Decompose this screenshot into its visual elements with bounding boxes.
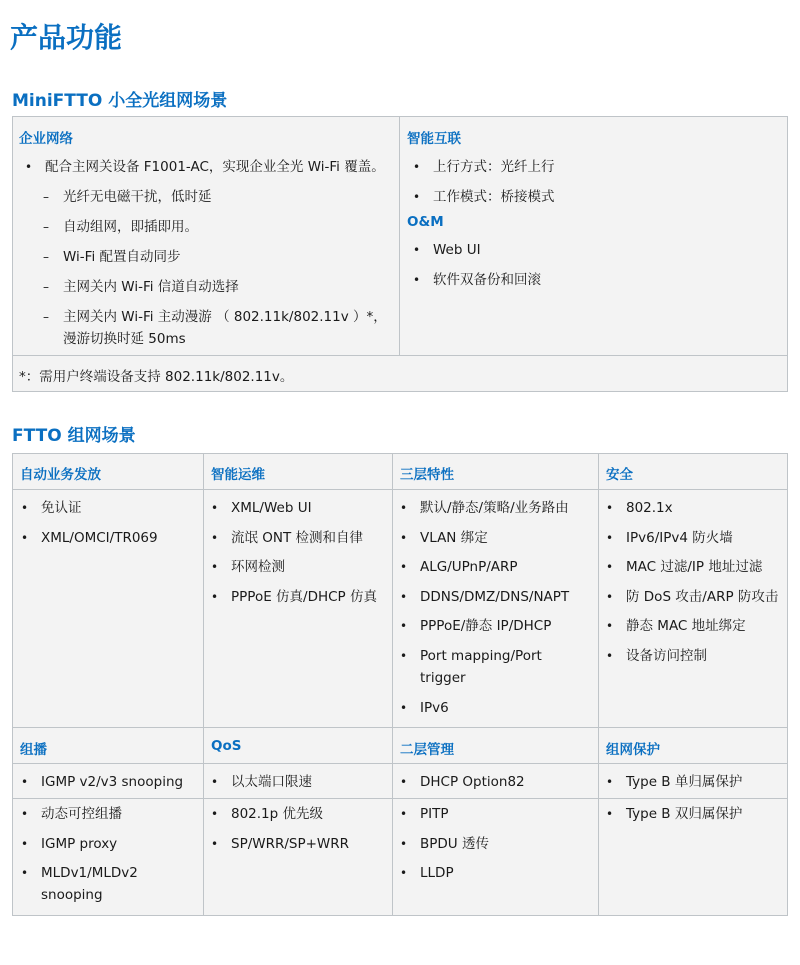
auto-provisioning-list: [15, 497, 201, 549]
bullet-icon: •: [211, 836, 219, 851]
dash-icon: –: [43, 310, 49, 324]
qos-list: [205, 803, 391, 855]
list-item: • LLDP: [394, 862, 598, 884]
bullet-icon: •: [606, 501, 614, 515]
layer2-list: [394, 803, 598, 884]
header-network-protection: 组网保护: [606, 742, 660, 758]
list-item: – 主网关内 Wi-Fi 信道自动选择: [19, 276, 395, 298]
om-header: O&M: [407, 214, 444, 230]
list-item: • PITP: [394, 803, 598, 825]
list-item: – 主网关内 Wi-Fi 主动漫游 （ 802.11k/802.11v ）*， 漫游切换时延 50ms: [19, 306, 395, 350]
bullet-icon: •: [400, 836, 408, 851]
list-item: • 配合主网关设备 F1001-AC，实现企业全光 Wi-Fi 覆盖。: [19, 156, 395, 178]
list-item: • 免认证: [15, 497, 201, 519]
security-list: [600, 497, 788, 667]
row-divider: [13, 798, 787, 799]
list-item: [394, 645, 598, 689]
bullet-icon: •: [25, 160, 33, 174]
bullet-icon: •: [606, 589, 614, 604]
bullet-icon: •: [21, 807, 29, 821]
list-item: • PPPoE 仿真/DHCP 仿真: [205, 586, 391, 608]
row-divider: [13, 727, 787, 728]
layer3-list: [394, 497, 598, 719]
list-item: • 软件双备份和回滚: [407, 269, 783, 291]
list-item: – 自动组网，即插即用。: [19, 216, 395, 238]
split-line-1: MLDv1/MLDv2: [41, 865, 138, 882]
dash-icon: –: [43, 250, 49, 264]
list-item: • 默认/静态/策略/业务路由: [394, 497, 598, 519]
bullet-icon: •: [211, 775, 219, 789]
bullet-icon: •: [413, 243, 421, 257]
bullet-icon: •: [606, 807, 614, 821]
bullet-icon: •: [413, 190, 421, 204]
column-divider: [392, 454, 393, 915]
list-item: • IGMP proxy: [15, 833, 201, 855]
bullet-icon: •: [211, 807, 219, 821]
bullet-icon: •: [400, 807, 408, 821]
multicast-list: [15, 803, 201, 906]
bullet-icon: •: [400, 866, 408, 881]
bullet-icon: •: [606, 775, 614, 789]
column-divider: [203, 454, 204, 915]
list-item: • 防 DoS 攻击/ARP 防攻击: [600, 586, 788, 608]
list-item: • 工作模式：桥接模式: [407, 186, 783, 208]
dash-icon: –: [43, 280, 49, 294]
miniftto-table: [12, 116, 788, 392]
bullet-icon: •: [413, 160, 421, 174]
list-item: • Web UI: [407, 239, 783, 261]
list-item: • 上行方式：光纤上行: [407, 156, 783, 178]
header-smart-om: 智能运维: [211, 467, 265, 483]
row-divider: [13, 763, 787, 764]
list-item: • SP/WRR/SP+WRR: [205, 833, 391, 855]
bullet-icon: •: [21, 530, 29, 545]
bullet-icon: •: [21, 501, 29, 515]
row-divider: [13, 355, 787, 356]
list-item: • 802.1x: [600, 497, 788, 519]
bullet-icon: •: [400, 501, 408, 515]
smart-interconnect-cell: [407, 127, 783, 291]
bullet-icon: •: [400, 648, 408, 663]
bullet-icon: •: [400, 589, 408, 604]
header-layer2: 二层管理: [400, 742, 454, 758]
list-item: • XML/OMCI/TR069: [15, 527, 201, 549]
list-item: • PPPoE/静态 IP/DHCP: [394, 615, 598, 637]
list-item: – 光纤无电磁干扰，低时延: [19, 186, 395, 208]
bullet-icon: •: [606, 530, 614, 545]
list-item: • XML/Web UI: [205, 497, 391, 519]
list-item: • IGMP v2/v3 snooping: [15, 771, 183, 793]
bullet-icon: •: [211, 589, 219, 604]
smart-om-list: [205, 497, 391, 608]
bullet-icon: •: [413, 273, 421, 287]
list-item: • ALG/UPnP/ARP: [394, 556, 598, 578]
list-item: • VLAN 绑定: [394, 527, 598, 549]
list-item: • DDNS/DMZ/DNS/NAPT: [394, 586, 598, 608]
list-item: • IPv6: [394, 697, 598, 719]
header-security: 安全: [606, 467, 633, 483]
list-item: • 802.1p 优先级: [205, 803, 391, 825]
split-line-2: snooping: [41, 887, 103, 904]
bullet-icon: •: [606, 560, 614, 575]
list-item: – Wi-Fi 配置自动同步: [19, 246, 395, 268]
miniftto-heading: MiniFTTO 小全光组网场景: [12, 91, 228, 111]
enterprise-network-header: 企业网络: [19, 131, 73, 147]
bullet-icon: •: [400, 775, 408, 789]
list-item: • 环网检测: [205, 556, 391, 578]
bullet-icon: •: [211, 501, 219, 515]
bullet-icon: •: [606, 648, 614, 663]
header-layer3: 三层特性: [400, 467, 454, 483]
header-multicast: 组播: [20, 742, 47, 758]
list-item: • 动态可控组播: [15, 803, 201, 825]
list-item: • 静态 MAC 地址绑定: [600, 615, 788, 637]
list-item: • MAC 过滤/IP 地址过滤: [600, 556, 788, 578]
split-line-2: trigger: [420, 669, 466, 686]
bullet-icon: •: [21, 775, 29, 789]
bullet-icon: •: [211, 560, 219, 575]
list-item: • Type B 单归属保护: [600, 771, 742, 793]
footnote: *：需用户终端设备支持 802.11k/802.11v。: [19, 369, 294, 385]
header-auto-provisioning: 自动业务发放: [20, 467, 101, 483]
list-item: • 设备访问控制: [600, 645, 788, 667]
bullet-icon: •: [400, 700, 408, 715]
header-qos: QoS: [211, 738, 242, 754]
bullet-icon: •: [606, 619, 614, 634]
list-item: • DHCP Option82: [394, 771, 525, 793]
list-item: • BPDU 透传: [394, 833, 598, 855]
network-protection-list: [600, 803, 788, 825]
bullet-icon: •: [21, 866, 29, 881]
ftto-table: [12, 453, 788, 916]
list-item: • IPv6/IPv4 防火墙: [600, 527, 788, 549]
list-item: [15, 862, 201, 906]
split-line-1: Port mapping/Port: [420, 647, 542, 664]
smart-interconnect-header: 智能互联: [407, 131, 461, 147]
dash-icon: –: [43, 220, 49, 234]
row-divider: [13, 489, 787, 490]
bullet-icon: •: [400, 530, 408, 545]
bullet-icon: •: [400, 560, 408, 575]
ftto-heading: FTTO 组网场景: [12, 426, 136, 446]
bullet-icon: •: [211, 530, 219, 545]
list-item: • 以太端口限速: [205, 771, 312, 793]
list-item: • 流氓 ONT 检测和自律: [205, 527, 391, 549]
dash-icon: –: [43, 190, 49, 204]
enterprise-network-cell: [19, 127, 395, 350]
list-item: • Type B 双归属保护: [600, 803, 788, 825]
bullet-icon: •: [21, 836, 29, 851]
column-divider: [399, 117, 400, 355]
column-divider: [598, 454, 599, 915]
bullet-icon: •: [400, 619, 408, 634]
page-title: 产品功能: [10, 21, 123, 54]
